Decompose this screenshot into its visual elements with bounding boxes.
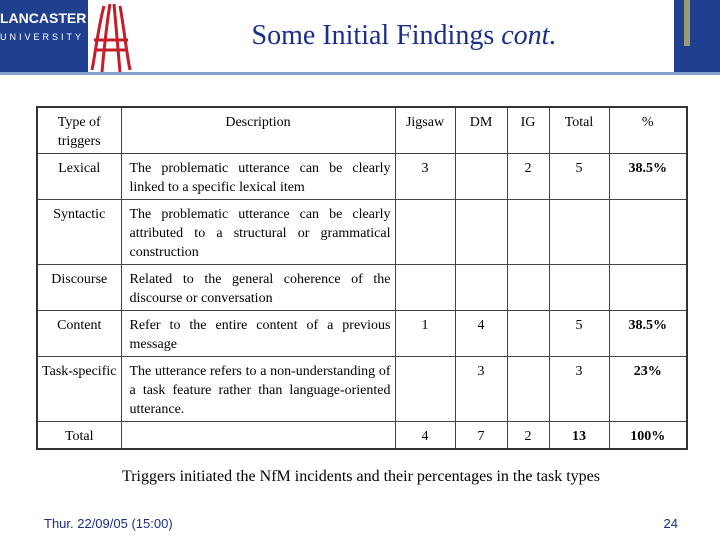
cell-description: Related to the general coherence of the discourse or conversation xyxy=(121,265,395,311)
table-row xyxy=(37,200,687,265)
logo-wordmark-line1: LANCASTER xyxy=(0,10,87,26)
header-bar xyxy=(0,0,720,72)
cell-description: The utterance refers to a non-understanding of a task feature rather than language-oriented utterance. xyxy=(121,357,395,422)
header-jigsaw: Jigsaw xyxy=(395,107,455,154)
cell-total: 3 xyxy=(549,357,609,422)
slide-title xyxy=(134,20,674,52)
cell-type: Content xyxy=(37,311,121,357)
cell-percent xyxy=(609,265,687,311)
page-number: 24 xyxy=(663,516,678,531)
cell-total xyxy=(549,265,609,311)
cell-description: Refer to the entire content of a previous message xyxy=(121,311,395,357)
logo-wordmark-line2: UNIVERSITY xyxy=(0,32,85,42)
cell-jigsaw: 3 xyxy=(395,154,455,200)
table-total-row xyxy=(37,422,687,450)
cell-dm xyxy=(455,265,507,311)
cell-jigsaw: 1 xyxy=(395,311,455,357)
table-row xyxy=(37,357,687,422)
cell-ig xyxy=(507,265,549,311)
university-logo xyxy=(0,10,92,44)
cell-total: 5 xyxy=(549,154,609,200)
cell-ig xyxy=(507,311,549,357)
corner-accent-bar xyxy=(684,0,690,46)
cell-dm xyxy=(455,200,507,265)
cell-jigsaw xyxy=(395,357,455,422)
cell-description: The problematic utterance can be clearly attributed to a structural or grammatical construction xyxy=(121,200,395,265)
header-ig: IG xyxy=(507,107,549,154)
table-header-row xyxy=(37,107,687,154)
cell-ig: 2 xyxy=(507,422,549,450)
cell-dm: 3 xyxy=(455,357,507,422)
table-caption: Triggers initiated the NfM incidents and their percentages in the task types xyxy=(122,468,600,485)
cell-jigsaw xyxy=(395,265,455,311)
cell-ig xyxy=(507,357,549,422)
table-row xyxy=(37,154,687,200)
cell-jigsaw xyxy=(395,200,455,265)
table-row xyxy=(37,311,687,357)
cell-total xyxy=(549,200,609,265)
header-dm: DM xyxy=(455,107,507,154)
cell-ig: 2 xyxy=(507,154,549,200)
cell-percent: 38.5% xyxy=(609,154,687,200)
cell-type: Lexical xyxy=(37,154,121,200)
triggers-table xyxy=(36,106,688,450)
cell-type: Syntactic xyxy=(37,200,121,265)
cell-type: Total xyxy=(37,422,121,450)
cell-dm xyxy=(455,154,507,200)
cell-ig xyxy=(507,200,549,265)
header-total: Total xyxy=(549,107,609,154)
cell-percent: 100% xyxy=(609,422,687,450)
header-description: Description xyxy=(121,107,395,154)
cell-jigsaw: 4 xyxy=(395,422,455,450)
cell-total: 5 xyxy=(549,311,609,357)
cell-dm: 4 xyxy=(455,311,507,357)
cell-dm: 7 xyxy=(455,422,507,450)
cell-total: 13 xyxy=(549,422,609,450)
header-percent: % xyxy=(609,107,687,154)
cell-type: Discourse xyxy=(37,265,121,311)
footer-date: Thur. 22/09/05 (15:00) xyxy=(44,516,173,531)
header-type: Type of triggers xyxy=(37,107,121,154)
cell-description xyxy=(121,422,395,450)
university-crest-icon xyxy=(88,0,134,72)
cell-description: The problematic utterance can be clearly linked to a specific lexical item xyxy=(121,154,395,200)
header-separator xyxy=(0,72,720,75)
cell-percent: 23% xyxy=(609,357,687,422)
cell-type: Task-specific xyxy=(37,357,121,422)
title-area xyxy=(134,0,674,72)
cell-percent: 38.5% xyxy=(609,311,687,357)
slide-title-main: Some Initial Findings xyxy=(251,20,502,51)
slide-title-italic: cont. xyxy=(501,20,557,51)
table-row xyxy=(37,265,687,311)
cell-percent xyxy=(609,200,687,265)
